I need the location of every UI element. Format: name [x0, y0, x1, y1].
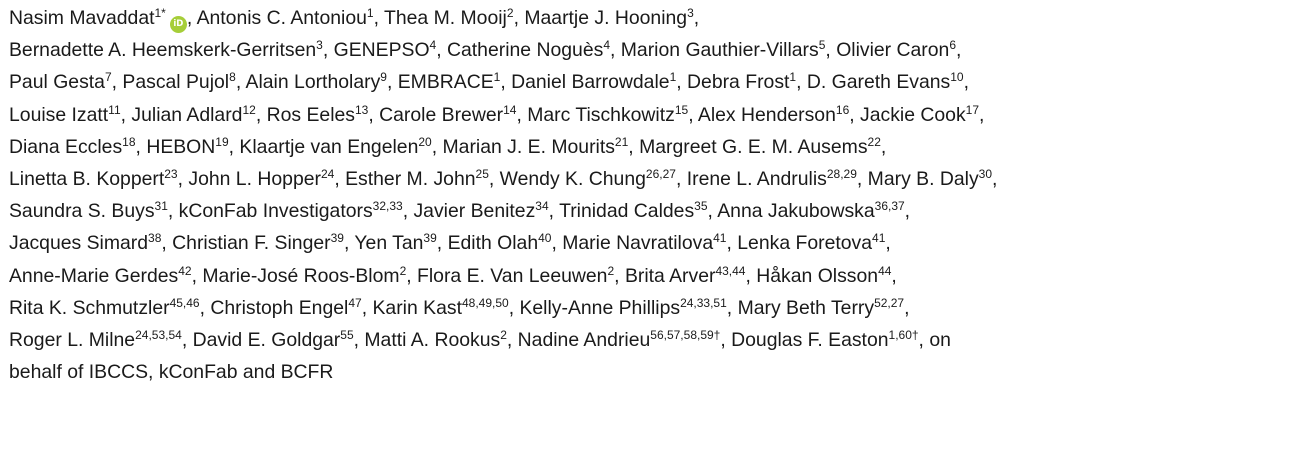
- author-name: Anna Jakubowska: [717, 200, 875, 223]
- author-name: Alain Lortholary: [245, 71, 381, 94]
- affiliation-marker: 4: [603, 38, 610, 53]
- author: [737, 232, 891, 254]
- separator: ,: [918, 328, 930, 351]
- author: [447, 39, 621, 61]
- author: [9, 104, 131, 126]
- affiliation-marker: 1*: [154, 6, 166, 20]
- author: [9, 232, 172, 254]
- author-name: John L. Hopper: [188, 167, 321, 190]
- affiliation-marker: 2: [500, 327, 507, 342]
- author: [518, 329, 731, 351]
- author: [246, 71, 398, 93]
- author-line: [9, 163, 1294, 195]
- author: [193, 329, 365, 351]
- author-name: D. Gareth Evans: [806, 71, 951, 94]
- affiliation-marker: 43,44: [715, 263, 746, 278]
- affiliation-marker: 22: [867, 134, 881, 149]
- separator: ,: [120, 103, 132, 126]
- affiliation-marker: 13: [355, 102, 369, 117]
- affiliation-marker: 42: [178, 263, 192, 278]
- separator: ,: [500, 71, 512, 94]
- author-line: [9, 99, 1294, 131]
- affiliation-marker: 36,37: [874, 199, 905, 214]
- separator: ,: [436, 39, 447, 62]
- author-name: behalf of IBCCS, kConFab and BCFR: [9, 361, 334, 384]
- author: [500, 168, 687, 190]
- separator: ,: [343, 232, 355, 255]
- author-name: GENEPSO: [333, 39, 430, 62]
- author-name: Bernadette A. Heemskerk-Gerritsen: [9, 39, 317, 62]
- affiliation-marker: 30: [978, 166, 993, 181]
- separator: ,: [235, 71, 246, 94]
- author-line: [9, 131, 1294, 163]
- author: [379, 104, 527, 126]
- separator: ,: [368, 103, 380, 126]
- author-name: Marie Navratilova: [562, 232, 714, 255]
- author-name: Paul Gesta: [9, 71, 105, 94]
- author-name: Carole Brewer: [379, 103, 504, 126]
- author: [443, 136, 640, 158]
- author-line: [9, 292, 1294, 324]
- separator: ,: [436, 232, 448, 255]
- author-line: [9, 34, 1294, 66]
- separator: ,: [191, 264, 203, 287]
- affiliation-marker: 38: [148, 231, 162, 246]
- author: [524, 7, 699, 29]
- author-name: Christoph Engel: [210, 296, 349, 319]
- author-name: Håkan Olsson: [756, 264, 879, 287]
- author: [527, 104, 698, 126]
- author: [639, 136, 886, 158]
- author: [9, 39, 334, 61]
- author: [738, 297, 910, 319]
- affiliation-marker: 48,49,50: [461, 295, 509, 310]
- affiliation-marker: 15: [674, 102, 689, 117]
- separator: ,: [255, 103, 267, 126]
- author-name: Matti A. Rookus: [364, 328, 501, 351]
- separator: ,: [956, 39, 962, 62]
- author: [417, 265, 625, 287]
- affiliation-marker: 7: [104, 70, 112, 85]
- separator: ,: [551, 232, 563, 255]
- author-line: [9, 356, 1294, 388]
- affiliation-marker: 23: [164, 166, 178, 181]
- separator: ,: [181, 328, 193, 351]
- author: [562, 232, 737, 254]
- author-name: Edith Olah: [447, 232, 539, 255]
- affiliation-marker: 4: [429, 38, 437, 53]
- separator: ,: [610, 39, 621, 62]
- author-name: Mary Beth Terry: [737, 296, 875, 319]
- affiliation-marker: 14: [503, 102, 517, 117]
- author-name: Julian Adlard: [131, 103, 243, 126]
- author-name: Brita Arver: [624, 264, 716, 287]
- separator: ,: [796, 71, 807, 94]
- author: [384, 7, 524, 29]
- separator: ,: [186, 7, 197, 29]
- affiliation-marker: 24: [320, 166, 335, 181]
- separator: ,: [726, 296, 738, 319]
- author: [202, 265, 417, 287]
- affiliation-marker: 1,60†: [888, 327, 919, 342]
- affiliation-marker: 39: [423, 231, 437, 246]
- author: [519, 297, 737, 319]
- author: [9, 7, 197, 29]
- separator: ,: [513, 7, 525, 29]
- affiliation-marker: 28,29: [826, 166, 857, 181]
- affiliation-marker: 6: [949, 38, 957, 53]
- author-line: [9, 260, 1294, 292]
- author-name: Nasim Mavaddat: [9, 7, 155, 29]
- author: [364, 329, 517, 351]
- separator: ,: [675, 167, 687, 190]
- separator: ,: [228, 135, 240, 158]
- affiliation-marker: 3: [316, 38, 323, 53]
- separator: ,: [508, 296, 520, 319]
- affiliation-marker: 40: [538, 231, 552, 246]
- affiliation-marker: 21: [614, 134, 629, 149]
- orcid-icon[interactable]: iD: [170, 16, 187, 33]
- affiliation-marker: 2: [506, 6, 514, 20]
- separator: ,: [849, 103, 861, 126]
- author: [210, 297, 372, 319]
- author-name: Mary B. Daly: [867, 167, 979, 190]
- author: [131, 104, 266, 126]
- author: [836, 39, 961, 61]
- author: [621, 39, 836, 61]
- separator: ,: [199, 296, 211, 319]
- separator: ,: [707, 200, 718, 223]
- author-list: [9, 2, 1294, 388]
- author-name: kConFab Investigators: [178, 200, 373, 223]
- author-name: Louise Izatt: [9, 103, 109, 126]
- affiliation-marker: 2: [399, 263, 407, 278]
- author-name: Klaartje van Engelen: [239, 135, 419, 158]
- author-name: Maartje J. Hooning: [524, 7, 688, 29]
- author-name: Trinidad Caldes: [559, 200, 695, 223]
- affiliation-marker: 8: [229, 70, 236, 85]
- author-name: Yen Tan: [354, 232, 424, 255]
- separator: ,: [628, 135, 640, 158]
- author: [448, 232, 563, 254]
- author: [188, 168, 345, 190]
- affiliation-marker: 20: [418, 134, 432, 149]
- author: [687, 71, 807, 93]
- author-name: Roger L. Milne: [9, 328, 136, 351]
- separator: ,: [904, 296, 910, 319]
- author-name: Olivier Caron: [836, 39, 950, 62]
- separator: ,: [431, 135, 443, 158]
- affiliation-marker: 19: [215, 134, 229, 149]
- affiliation-marker: 41: [872, 231, 886, 246]
- author-line: [9, 2, 1294, 34]
- affiliation-marker: 32,33: [372, 199, 403, 214]
- separator: ,: [548, 200, 560, 223]
- author: [9, 168, 188, 190]
- affiliation-marker: 24,53,54: [135, 327, 182, 342]
- separator: ,: [506, 328, 518, 351]
- author: [717, 200, 910, 222]
- author: [172, 232, 354, 254]
- author-name: Diana Eccles: [9, 135, 123, 158]
- author-name: Kelly-Anne Phillips: [519, 296, 681, 319]
- author: [179, 200, 414, 222]
- author-name: Javier Benitez: [413, 200, 536, 223]
- affiliation-marker: 5: [818, 38, 826, 53]
- separator: ,: [885, 232, 891, 255]
- author: [267, 104, 380, 126]
- author: [398, 71, 511, 93]
- author-line: [9, 324, 1294, 356]
- author: [731, 329, 929, 351]
- author-name: Catherine Noguès: [447, 39, 604, 62]
- author: [9, 71, 122, 93]
- separator: ,: [135, 135, 147, 158]
- author-name: Karin Kast: [372, 296, 462, 319]
- affiliation-marker: 9: [380, 70, 387, 85]
- affiliation-marker: 16: [835, 102, 850, 117]
- author-name: Linetta B. Koppert: [9, 167, 165, 190]
- separator: ,: [904, 200, 911, 223]
- author: [9, 136, 146, 158]
- affiliation-marker: 25: [475, 166, 489, 181]
- affiliation-marker: 47: [348, 295, 362, 310]
- separator: ,: [688, 103, 698, 126]
- author-name: Esther M. John: [345, 167, 476, 190]
- separator: ,: [488, 167, 500, 190]
- author-name: Anne-Marie Gerdes: [9, 264, 179, 287]
- separator: ,: [334, 167, 346, 190]
- author-name: Lenka Foretova: [737, 232, 873, 255]
- author: [373, 297, 520, 319]
- affiliation-marker: 11: [108, 102, 121, 117]
- author: [625, 265, 756, 287]
- affiliation-marker: 1: [493, 70, 501, 85]
- author-line: [9, 227, 1294, 259]
- separator: ,: [167, 200, 179, 223]
- affiliation-marker: 24,33,51: [680, 295, 727, 310]
- author: [197, 7, 384, 29]
- author-name: Ros Eeles: [266, 103, 355, 126]
- affiliation-marker: 44: [878, 263, 892, 278]
- separator: ,: [111, 71, 123, 94]
- author-name: Christian F. Singer: [172, 232, 331, 255]
- author-name: Marie-José Roos-Blom: [202, 264, 400, 287]
- separator: ,: [516, 103, 528, 126]
- affiliation-marker: 55: [340, 327, 354, 342]
- separator: ,: [963, 71, 969, 94]
- author-name: EMBRACE: [397, 71, 494, 94]
- separator: ,: [353, 328, 365, 351]
- author: [9, 329, 193, 351]
- author-name: Debra Frost: [687, 71, 790, 94]
- separator: ,: [386, 71, 398, 94]
- affiliation-marker: 35: [694, 199, 708, 214]
- author: [334, 39, 447, 61]
- author-name: Nadine Andrieu: [517, 328, 651, 351]
- author: [807, 71, 969, 93]
- separator: ,: [720, 328, 732, 351]
- author-line: [9, 66, 1294, 98]
- affiliation-marker: 1: [789, 70, 797, 85]
- separator: ,: [361, 296, 373, 319]
- affiliation-marker: 1: [669, 70, 677, 85]
- separator: ,: [402, 200, 414, 223]
- author-name: Thea M. Mooij: [384, 7, 507, 29]
- author: [511, 71, 687, 93]
- author: [9, 297, 210, 319]
- author: [345, 168, 500, 190]
- separator: ,: [693, 7, 700, 29]
- author: [146, 136, 239, 158]
- affiliation-marker: 18: [122, 134, 136, 149]
- author: [122, 71, 245, 93]
- separator: ,: [676, 71, 688, 94]
- affiliation-marker: 26,27: [645, 166, 676, 181]
- author: [559, 200, 717, 222]
- author: [929, 329, 951, 351]
- author-name: Douglas F. Easton: [731, 328, 889, 351]
- separator: ,: [979, 103, 985, 126]
- separator: ,: [992, 167, 998, 190]
- author: [698, 104, 860, 126]
- separator: ,: [856, 167, 868, 190]
- affiliation-marker: 34: [535, 199, 549, 214]
- affiliation-marker: 3: [687, 6, 694, 20]
- author: [9, 361, 333, 383]
- author-name: Wendy K. Chung: [499, 167, 646, 190]
- author: [687, 168, 868, 190]
- separator: ,: [614, 264, 625, 287]
- author-name: on: [929, 328, 951, 351]
- affiliation-marker: 45,46: [169, 295, 200, 310]
- author-name: Margreet G. E. M. Ausems: [639, 135, 868, 158]
- separator: ,: [726, 232, 738, 255]
- separator: ,: [745, 264, 757, 287]
- author-name: Antonis C. Antoniou: [196, 7, 367, 29]
- author-name: Rita K. Schmutzler: [9, 296, 170, 319]
- affiliation-marker: 56,57,58,59†: [650, 327, 721, 342]
- separator: ,: [373, 7, 385, 29]
- author: [9, 200, 179, 222]
- separator: ,: [161, 232, 173, 255]
- author-name: Jackie Cook: [860, 103, 966, 126]
- separator: ,: [825, 39, 837, 62]
- author-name: Jacques Simard: [9, 232, 149, 255]
- author: [756, 265, 897, 287]
- author-name: Marc Tischkowitz: [527, 103, 675, 126]
- author: [860, 104, 984, 126]
- affiliation-marker: 10: [950, 70, 964, 85]
- affiliation-marker: 41: [713, 231, 727, 246]
- author: [413, 200, 559, 222]
- affiliation-marker: 12: [242, 102, 256, 117]
- author: [9, 265, 202, 287]
- affiliation-marker: 31: [154, 199, 168, 214]
- author-name: David E. Goldgar: [192, 328, 341, 351]
- author-name: Marian J. E. Mourits: [442, 135, 615, 158]
- separator: ,: [177, 167, 189, 190]
- author-name: Pascal Pujol: [122, 71, 230, 94]
- affiliation-marker: 39: [330, 231, 344, 246]
- author: [868, 168, 998, 190]
- author-name: Daniel Barrowdale: [511, 71, 670, 94]
- separator: ,: [322, 39, 334, 62]
- author-name: Alex Henderson: [697, 103, 836, 126]
- author-name: Flora E. Van Leeuwen: [417, 264, 608, 287]
- author: [239, 136, 442, 158]
- affiliation-marker: 17: [965, 102, 980, 117]
- author: [354, 232, 447, 254]
- author-name: Irene L. Andrulis: [686, 167, 827, 190]
- author-line: [9, 195, 1294, 227]
- affiliation-marker: 52,27: [874, 295, 905, 310]
- author-name: Saundra S. Buys: [9, 200, 155, 223]
- separator: ,: [891, 264, 897, 287]
- separator: ,: [880, 135, 887, 158]
- affiliation-marker: 2: [607, 263, 615, 278]
- author-name: Marion Gauthier-Villars: [620, 39, 819, 62]
- affiliation-marker: 1: [366, 6, 374, 20]
- separator: ,: [406, 264, 418, 287]
- author-name: HEBON: [146, 135, 216, 158]
